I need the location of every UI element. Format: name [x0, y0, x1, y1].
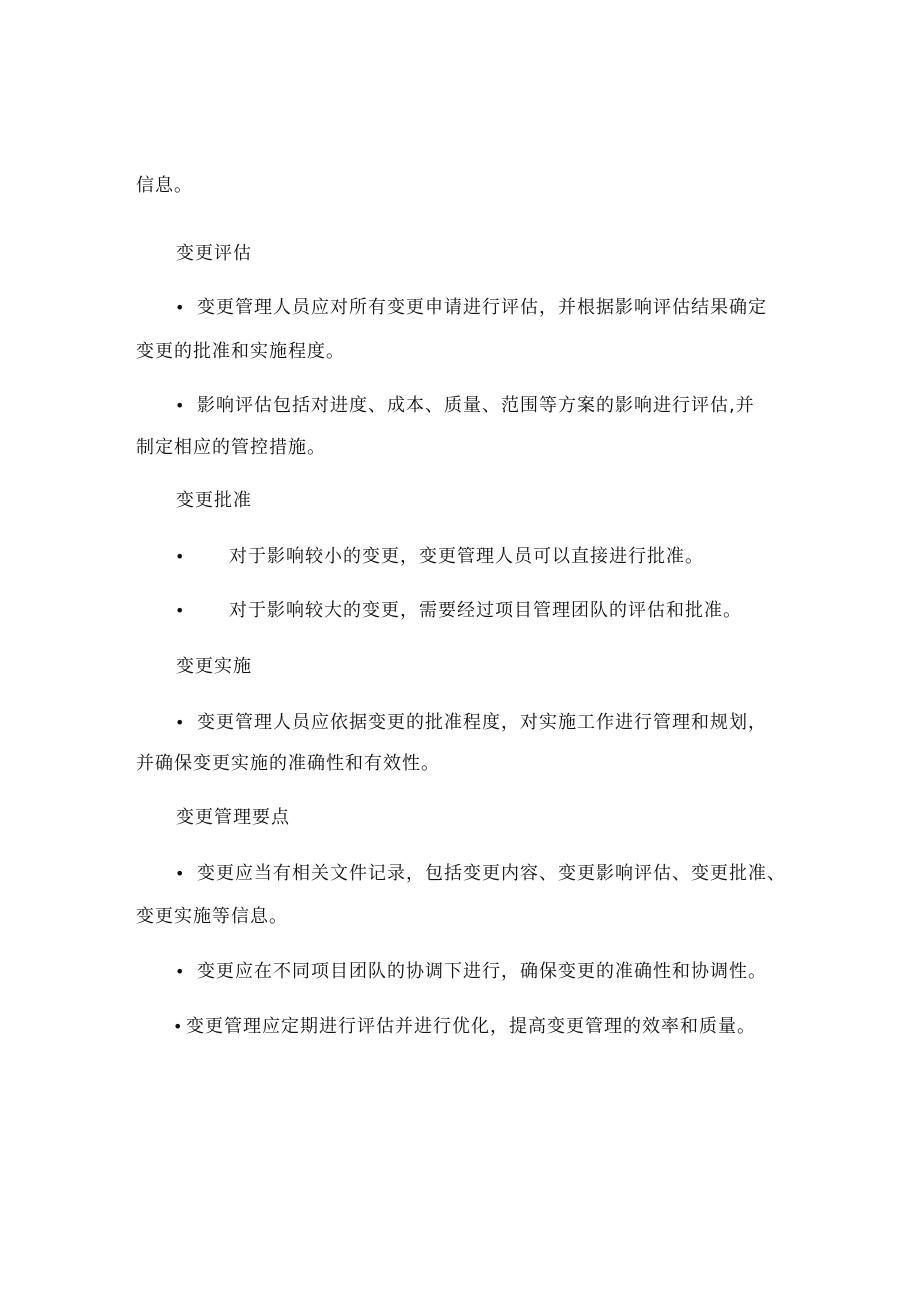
- list-item-text-continued: 制定相应的管控措施。: [136, 437, 326, 458]
- list-item-text: 变更应在不同项目团队的协调下进行，确保变更的准确性和协调性。: [197, 961, 767, 982]
- bullet-marker: •: [173, 1017, 183, 1036]
- bullet-marker: •: [175, 864, 185, 883]
- section-heading-key-points: 变更管理要点: [176, 807, 290, 828]
- list-item-text-continued: 变更的批准和实施程度。: [136, 341, 345, 362]
- bullet-marker: •: [175, 547, 185, 566]
- bullet-marker: •: [175, 601, 185, 620]
- list-item-text: 变更管理人员应对所有变更申请进行评估，并根据影响评估结果确定: [197, 297, 767, 318]
- bullet-marker: •: [175, 298, 185, 317]
- list-item-text-continued: 变更实施等信息。: [136, 906, 288, 927]
- list-item-text: 变更应当有相关文件记录，包括变更内容、变更影响评估、变更批准、: [197, 863, 786, 884]
- section-heading-implementation: 变更实施: [176, 656, 252, 677]
- list-item-text: 影响评估包括对进度、成本、质量、范围等方案的影响进行评估,并: [197, 395, 755, 416]
- bullet-marker: •: [175, 962, 185, 981]
- list-item-text: 对于影响较大的变更，需要经过项目管理团队的评估和批准。: [229, 600, 742, 621]
- section-heading-approval: 变更批准: [176, 490, 252, 511]
- list-item-text: 变更管理应定期进行评估并进行优化，提高变更管理的效率和质量。: [186, 1016, 756, 1037]
- list-item-text: 对于影响较小的变更，变更管理人员可以直接进行批准。: [229, 546, 704, 567]
- list-item-text-continued: 并确保变更实施的准确性和有效性。: [136, 753, 440, 774]
- bullet-marker: •: [175, 396, 185, 415]
- continuation-text: 信息。: [136, 175, 193, 196]
- section-heading-assessment: 变更评估: [176, 243, 252, 264]
- bullet-marker: •: [175, 713, 185, 732]
- list-item-text: 变更管理人员应依据变更的批准程度，对实施工作进行管理和规划，: [197, 712, 767, 733]
